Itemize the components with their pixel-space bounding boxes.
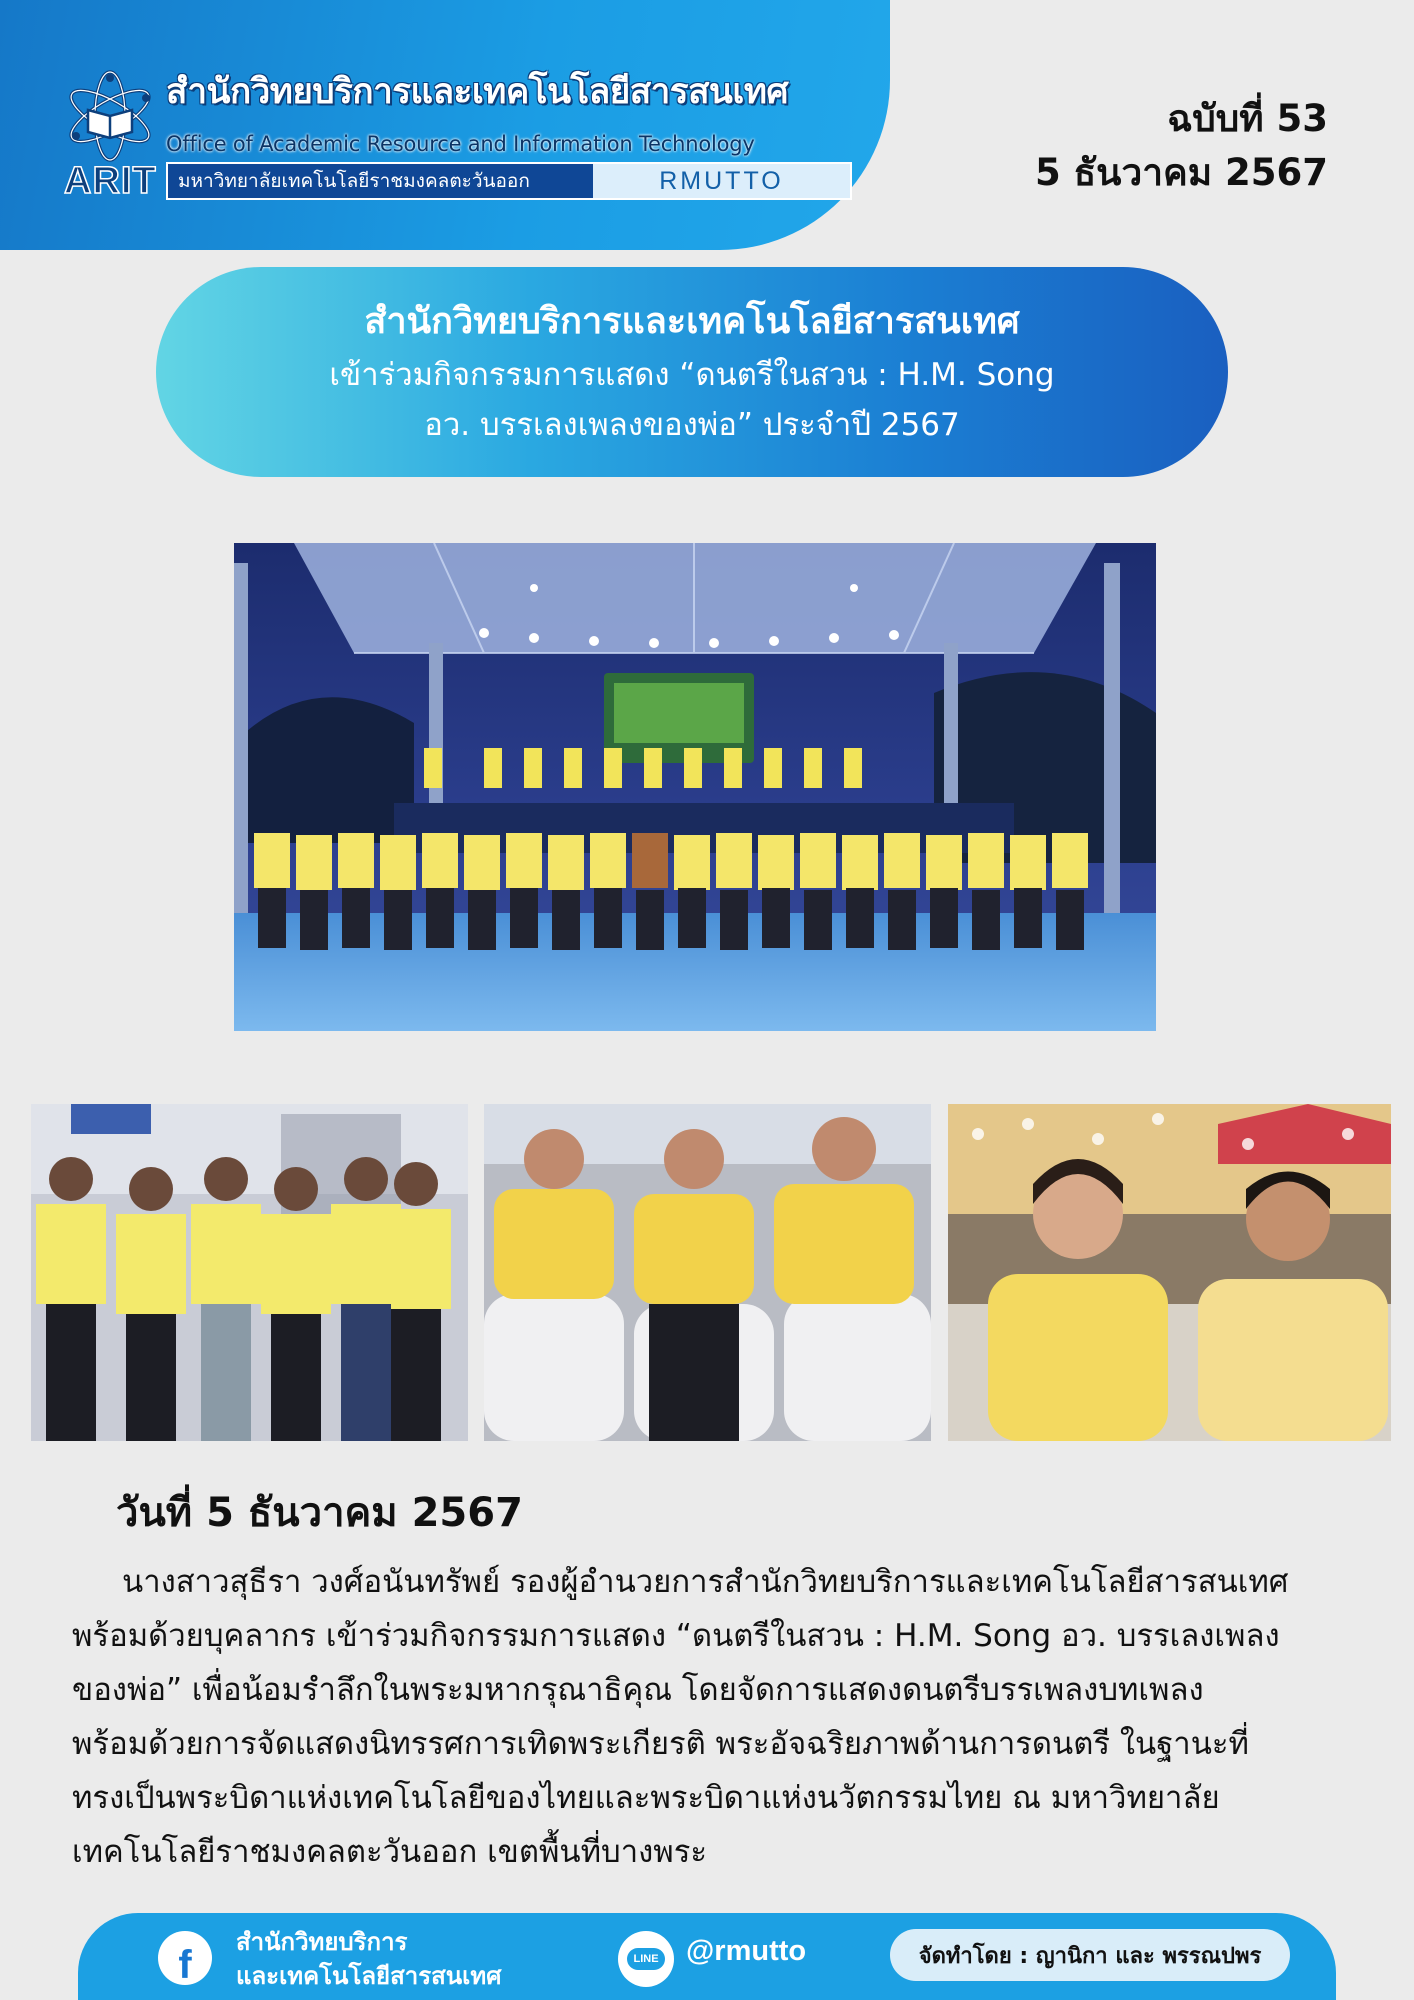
facebook-page-label[interactable] (236, 1925, 501, 1993)
article-line: ทรงเป็นพระบิดาแห่งเทคโนโลยีของไทยและพระบิดาแห่งนวัตกรรมไทย ณ มหาวิทยาลัย (72, 1780, 1220, 1816)
facebook-icon[interactable]: f (158, 1931, 212, 1985)
facebook-label-line1: สำนักวิทยบริการ (236, 1928, 408, 1956)
logo-name-english: Office of Academic Resource and Information Technology (166, 132, 755, 156)
logo-university-english: RMUTTO (593, 164, 850, 198)
headline-title: สำนักวิทยบริการและเทคโนโลยีสารสนเทศ (364, 301, 1020, 342)
line-handle[interactable]: @rmutto (686, 1935, 807, 1967)
footer-bar (78, 1913, 1336, 2000)
issue-info (1035, 92, 1328, 200)
article-line: เทคโนโลยีราชมงคลตะวันออก เขตพื้นที่บางพระ (72, 1834, 708, 1870)
article-line: นางสาวสุธีรา วงศ์อนันทรัพย์ รองผู้อำนวยการสำนักวิทยบริการและเทคโนโลยีสารสนเทศ (122, 1564, 1289, 1600)
photo-three-women-seated (484, 1104, 931, 1441)
headline-subtitle-line1: เข้าร่วมกิจกรรมการแสดง “ดนตรีในสวน : H.M. Song (329, 357, 1055, 393)
line-icon-text: LINE (627, 1948, 664, 1970)
issue-number: ฉบับที่ 53 (1167, 97, 1328, 140)
credit-badge: จัดทำโดย : ญานิกา และ พรรณปพร (890, 1929, 1290, 1981)
article-line: พร้อมด้วยการจัดแสดงนิทรรศการเทิดพระเกียรติ พระอัจฉริยภาพด้านการดนตรี ในฐานะที่ (72, 1726, 1249, 1762)
headline-subtitle-line2: อว. บรรเลงเพลงของพ่อ” ประจำปี 2567 (424, 407, 960, 443)
line-app-icon[interactable] (618, 1931, 674, 1987)
arit-logo (62, 62, 802, 212)
headline-banner (156, 267, 1228, 477)
logo-university-thai: มหาวิทยาลัยเทคโนโลยีราชมงคลตะวันออก (168, 164, 593, 198)
main-event-photo (234, 543, 1156, 1031)
article-line: พร้อมด้วยบุคลากร เข้าร่วมกิจกรรมการแสดง “ดนตรีในสวน : H.M. Song อว. บรรเลงเพลง (72, 1618, 1280, 1654)
article-line: ของพ่อ” เพื่อน้อมรำลึกในพระมหากรุณาธิคุณ โดยจัดการแสดงดนตรีบรรเพลงบทเพลง (72, 1672, 1204, 1708)
logo-name-thai: สำนักวิทยบริการและเทคโนโลยีสารสนเทศ (166, 72, 789, 112)
atom-book-emblem-icon (62, 70, 158, 166)
facebook-label-line2: และเทคโนโลยีสารสนเทศ (236, 1962, 502, 1990)
photo-woman-and-man-seated (948, 1104, 1391, 1441)
article-date: วันที่ 5 ธันวาคม 2567 (116, 1490, 523, 1536)
logo-acronym: ARIT (64, 160, 157, 202)
logo-university-bar (166, 162, 852, 200)
issue-date: 5 ธันวาคม 2567 (1034, 151, 1328, 194)
article-body (72, 1555, 1342, 1879)
photo-staff-standing (31, 1104, 468, 1441)
